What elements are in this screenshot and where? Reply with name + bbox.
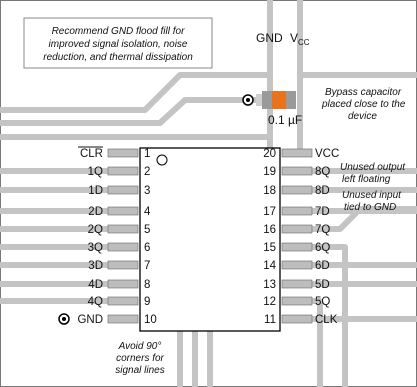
pin-pad — [108, 186, 138, 194]
pin-pad — [282, 261, 312, 269]
pin-name: 1D — [88, 185, 103, 197]
unused-output-note-line2: left floating — [342, 174, 391, 185]
pin-name: 8D — [315, 185, 330, 197]
unused-output-note-line1: Unused output — [340, 162, 406, 173]
pin-pad — [108, 207, 138, 215]
capacitor-end-right — [286, 91, 296, 109]
right-pin-17 — [263, 206, 330, 218]
pin-name: 2Q — [87, 224, 103, 236]
gnd-via-pin10-icon — [59, 314, 69, 324]
bypass-note-line1: Bypass capacitor — [325, 87, 402, 98]
pin-number: 1 — [144, 148, 151, 160]
right-pin-19 — [263, 166, 330, 178]
pin-number: 6 — [144, 242, 151, 254]
gnd-note-line3: reduction, and thermal dissipation — [43, 52, 193, 63]
pin-name: 4Q — [87, 296, 103, 308]
capacitor-end-left — [262, 91, 272, 109]
pin-name: 2D — [88, 206, 103, 218]
corners-note-line3: signal lines — [115, 365, 165, 376]
pin-name: 8Q — [315, 166, 331, 178]
unused-input-note-line1: Unused input — [342, 190, 401, 201]
corners-note-line2: corners for — [116, 353, 164, 364]
pin-pad — [108, 315, 138, 323]
gnd-note-line2: improved signal isolation, noise — [48, 39, 188, 50]
pin-number: 16 — [263, 224, 276, 236]
pin-pad — [282, 297, 312, 305]
pin-name: 6Q — [315, 242, 331, 254]
bypass-note-line3: device — [348, 111, 377, 122]
right-pin-15 — [263, 242, 330, 254]
right-pin-13 — [263, 279, 330, 291]
pin-name: 7D — [315, 206, 330, 218]
right-pin-12 — [263, 296, 330, 308]
pin-number: 8 — [144, 279, 151, 291]
pin1-marker-icon — [157, 155, 167, 165]
capacitor-body — [272, 91, 286, 109]
pin-number: 11 — [264, 314, 276, 326]
pin-number: 17 — [263, 206, 276, 218]
pin-name: 5Q — [315, 296, 331, 308]
right-pin-16 — [263, 224, 330, 236]
pin-number: 20 — [263, 148, 276, 160]
pin-number: 18 — [263, 185, 276, 197]
pin-pad — [282, 315, 312, 323]
pin-pad — [282, 280, 312, 288]
pin-number: 2 — [144, 166, 151, 178]
pin-pad — [282, 225, 312, 233]
pin-pad — [282, 167, 312, 175]
pin-pad — [282, 149, 312, 157]
gnd-via-icon — [243, 95, 253, 105]
pin-pad — [108, 280, 138, 288]
pin-name: GND — [77, 314, 103, 326]
right-pin-11 — [264, 314, 338, 326]
ic-chip-body — [140, 148, 280, 331]
pin-name: 7Q — [315, 224, 331, 236]
bypass-note-line2: placed close to the — [322, 99, 406, 110]
pin-name: 6D — [315, 260, 330, 272]
pin-name: 5D — [315, 279, 330, 291]
pin-pad — [282, 243, 312, 251]
gnd-note-line1: Recommend GND flood fill for — [51, 26, 185, 37]
pin-pad — [108, 243, 138, 251]
pin-pad — [108, 149, 138, 157]
pin-pad — [108, 225, 138, 233]
pin-number: 7 — [144, 260, 151, 272]
pin-number: 15 — [263, 242, 276, 254]
pin-pad — [108, 297, 138, 305]
right-pin-14 — [263, 260, 330, 272]
pin-pad — [282, 207, 312, 215]
gnd-power-label: GND — [256, 31, 283, 45]
pin-pad — [108, 261, 138, 269]
vcc-power-subscript: CC — [298, 38, 310, 47]
vcc-power-label: V — [290, 31, 299, 45]
pin-number: 9 — [144, 296, 151, 308]
right-pin-18 — [263, 185, 330, 197]
pin-number: 13 — [263, 279, 276, 291]
pin-number: 5 — [144, 224, 151, 236]
pin-name: CLK — [315, 314, 338, 326]
right-pin-20 — [263, 148, 339, 160]
capacitor-value: 0.1 µF — [268, 113, 303, 127]
pin-number: 3 — [144, 185, 151, 197]
pin-name: 3Q — [87, 242, 103, 254]
pin-number: 19 — [263, 166, 276, 178]
pin-name: CLR — [79, 148, 103, 160]
pin-number: 14 — [263, 260, 276, 272]
pin-name: 1Q — [87, 166, 103, 178]
trace-top-left-1 — [0, 75, 270, 110]
pin-name: 3D — [88, 260, 103, 272]
corners-note-line1: Avoid 90° — [118, 341, 162, 352]
gnd-flood-note — [24, 18, 212, 68]
pin-number: 12 — [263, 296, 276, 308]
pin-name: VCC — [315, 148, 340, 160]
left-pin-10 — [77, 314, 156, 326]
pin-pad — [108, 167, 138, 175]
pin-name: 4D — [88, 279, 103, 291]
pin-pad — [282, 186, 312, 194]
pin-number: 10 — [144, 314, 157, 326]
pin-number: 4 — [144, 206, 151, 218]
unused-input-note-line2: tied to GND — [344, 202, 397, 213]
